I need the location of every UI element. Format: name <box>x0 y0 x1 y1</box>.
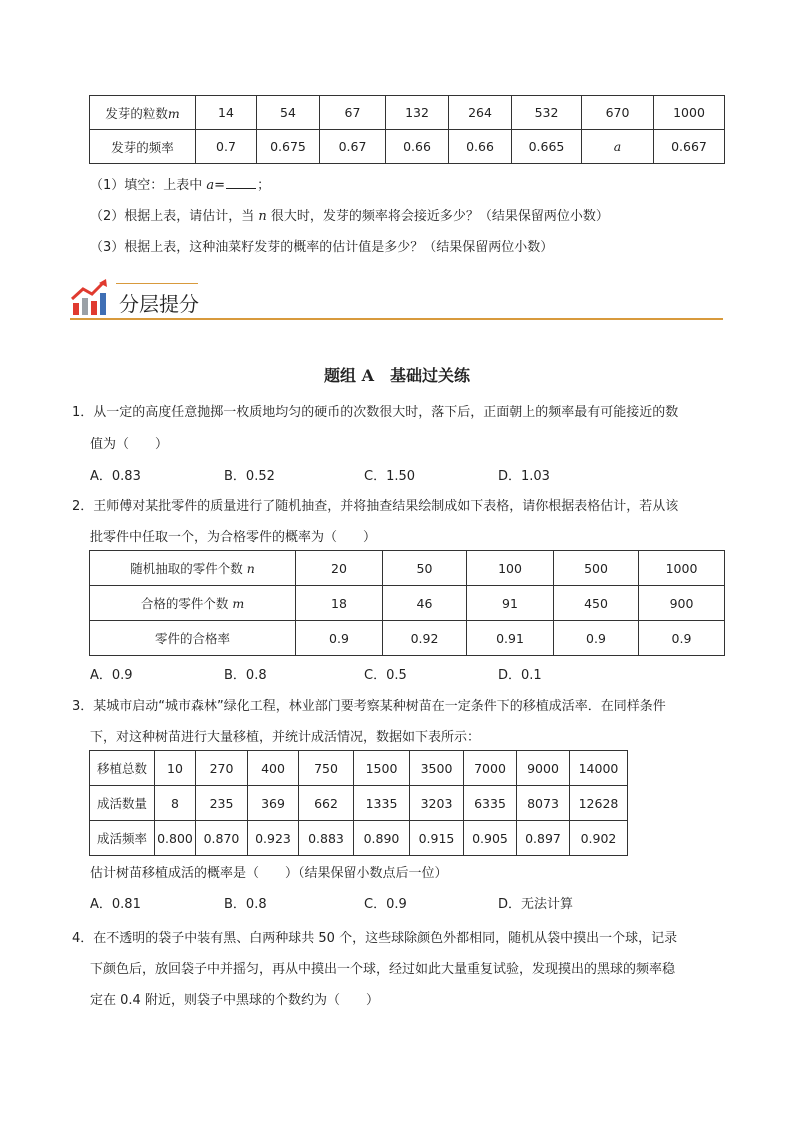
option-a[interactable]: A．0.9 <box>90 668 133 683</box>
table-cell: 400 <box>248 751 299 786</box>
table-cell: 12628 <box>570 786 628 821</box>
table-cell: 18 <box>296 586 383 621</box>
table-cell: 0.923 <box>248 821 299 856</box>
parts-table <box>89 550 725 656</box>
table-cell: 3500 <box>410 751 464 786</box>
option-d[interactable]: D．无法计算 <box>498 897 574 912</box>
table-cell: 10 <box>155 751 196 786</box>
table-cell: 3203 <box>410 786 464 821</box>
germination-table <box>89 95 725 164</box>
question-1-text: 1．从一定的高度任意抛掷一枚质地均匀的硬币的次数很大时，落下后，正面朝上的频率最有可能接近的数 <box>72 405 679 420</box>
table-cell: 1000 <box>654 96 725 130</box>
seedling-table <box>89 750 628 856</box>
table-cell: 0.890 <box>354 821 410 856</box>
table-cell: 1500 <box>354 751 410 786</box>
table-cell: 0.66 <box>386 130 449 164</box>
table-cell: 7000 <box>464 751 517 786</box>
table-cell: 900 <box>639 586 725 621</box>
option-b[interactable]: B．0.52 <box>224 469 275 484</box>
table-cell: 450 <box>554 586 639 621</box>
table-cell: 0.667 <box>654 130 725 164</box>
table-row <box>90 786 628 821</box>
table-cell: 1000 <box>639 551 725 586</box>
option-d[interactable]: D．0.1 <box>498 668 542 683</box>
option-c[interactable]: C．0.5 <box>364 668 407 683</box>
table-cell: 67 <box>320 96 386 130</box>
option-d[interactable]: D．1.03 <box>498 469 550 484</box>
table-cell: 0.915 <box>410 821 464 856</box>
table-row <box>90 621 725 656</box>
option-c[interactable]: C．0.9 <box>364 897 407 912</box>
option-b[interactable]: B．0.8 <box>224 668 267 683</box>
table-row <box>90 586 725 621</box>
table-cell: 500 <box>554 551 639 586</box>
table-cell: 750 <box>299 751 354 786</box>
row-header: 成活频率 <box>90 821 155 856</box>
table-cell: 0.905 <box>464 821 517 856</box>
table-cell: 235 <box>196 786 248 821</box>
table-cell: 0.7 <box>196 130 257 164</box>
section-divider <box>70 318 723 320</box>
table-cell: 50 <box>383 551 467 586</box>
section-top-rule <box>116 283 198 284</box>
option-a[interactable]: A．0.83 <box>90 469 141 484</box>
table-cell: 0.91 <box>467 621 554 656</box>
question-4-text-cont: 下颜色后，放回袋子中并摇匀，再从中摸出一个球，经过如此大量重复试验，发现摸出的黑球的频率稳 <box>90 962 676 977</box>
question-2-text-cont: 批零件中任取一个，为合格零件的概率为（ ） <box>90 530 377 545</box>
table-cell: 270 <box>196 751 248 786</box>
table-cell: 6335 <box>464 786 517 821</box>
row-header: 零件的合格率 <box>90 621 296 656</box>
table-cell: 0.665 <box>512 130 582 164</box>
table-cell: 369 <box>248 786 299 821</box>
table-cell: 0.800 <box>155 821 196 856</box>
row-header: 发芽的粒数m <box>90 96 196 130</box>
table-cell: a <box>582 130 654 164</box>
table-cell: 1335 <box>354 786 410 821</box>
question-3-text-cont: 下，对这种树苗进行大量移植，并统计成活情况，数据如下表所示： <box>90 730 481 745</box>
row-header: 移植总数 <box>90 751 155 786</box>
option-c[interactable]: C．1.50 <box>364 469 416 484</box>
sub-question-2: （2）根据上表，请估计，当 n 很大时，发芽的频率将会接近多少？（结果保留两位小数） <box>90 209 609 224</box>
question-3-text: 3．某城市启动“城市森林”绿化工程，林业部门要考察某种树苗在一定条件下的移植成活率．在同样条件 <box>72 699 666 714</box>
table-cell: 670 <box>582 96 654 130</box>
row-header: 合格的零件个数 m <box>90 586 296 621</box>
row-header: 成活数量 <box>90 786 155 821</box>
sub-question-3: （3）根据上表，这种油菜籽发芽的概率的估计值是多少？（结果保留两位小数） <box>90 240 554 255</box>
table-cell: 46 <box>383 586 467 621</box>
table-cell: 0.675 <box>257 130 320 164</box>
table-row <box>90 751 628 786</box>
row-header: 随机抽取的零件个数 n <box>90 551 296 586</box>
question-4-text: 4．在不透明的袋子中装有黑、白两种球共 50 个，这些球除颜色外都相同，随机从袋中摸出一个球，记录 <box>72 931 678 946</box>
answer-blank[interactable] <box>226 176 256 189</box>
table-cell: 0.66 <box>449 130 512 164</box>
table-cell: 0.870 <box>196 821 248 856</box>
table-cell: 100 <box>467 551 554 586</box>
option-a[interactable]: A．0.81 <box>90 897 141 912</box>
table-cell: 0.902 <box>570 821 628 856</box>
table-row <box>90 821 628 856</box>
section-title: 分层提分 <box>119 292 199 316</box>
table-cell: 20 <box>296 551 383 586</box>
table-cell: 0.897 <box>517 821 570 856</box>
table-cell: 0.92 <box>383 621 467 656</box>
table-cell: 0.883 <box>299 821 354 856</box>
question-4-text-end: 定在 0.4 附近，则袋子中黑球的个数约为（ ） <box>90 993 379 1008</box>
table-cell: 0.9 <box>296 621 383 656</box>
table-cell: 132 <box>386 96 449 130</box>
table-cell: 662 <box>299 786 354 821</box>
option-b[interactable]: B．0.8 <box>224 897 267 912</box>
table-cell: 91 <box>467 586 554 621</box>
sub-question-1: （1）填空：上表中 a= ； <box>90 178 271 193</box>
table-cell: 0.9 <box>554 621 639 656</box>
table-row <box>90 96 725 130</box>
question-3-prompt: 估计树苗移植成活的概率是（ ）（结果保留小数点后一位） <box>90 866 448 881</box>
table-cell: 0.9 <box>639 621 725 656</box>
table-cell: 54 <box>257 96 320 130</box>
question-2-text: 2．王师傅对某批零件的质量进行了随机抽查，并将抽查结果绘制成如下表格，请你根据表格估计，若从该 <box>72 499 679 514</box>
table-cell: 14 <box>196 96 257 130</box>
table-cell: 532 <box>512 96 582 130</box>
table-cell: 8073 <box>517 786 570 821</box>
row-header: 发芽的频率 <box>90 130 196 164</box>
growth-chart-icon <box>70 279 110 317</box>
table-cell: 9000 <box>517 751 570 786</box>
table-cell: 14000 <box>570 751 628 786</box>
question-1-text-cont: 值为（ ） <box>90 437 169 452</box>
table-row <box>90 130 725 164</box>
table-cell: 8 <box>155 786 196 821</box>
group-title: 题组 A 基础过关练 <box>324 366 470 385</box>
table-cell: 0.67 <box>320 130 386 164</box>
table-row <box>90 551 725 586</box>
table-cell: 264 <box>449 96 512 130</box>
